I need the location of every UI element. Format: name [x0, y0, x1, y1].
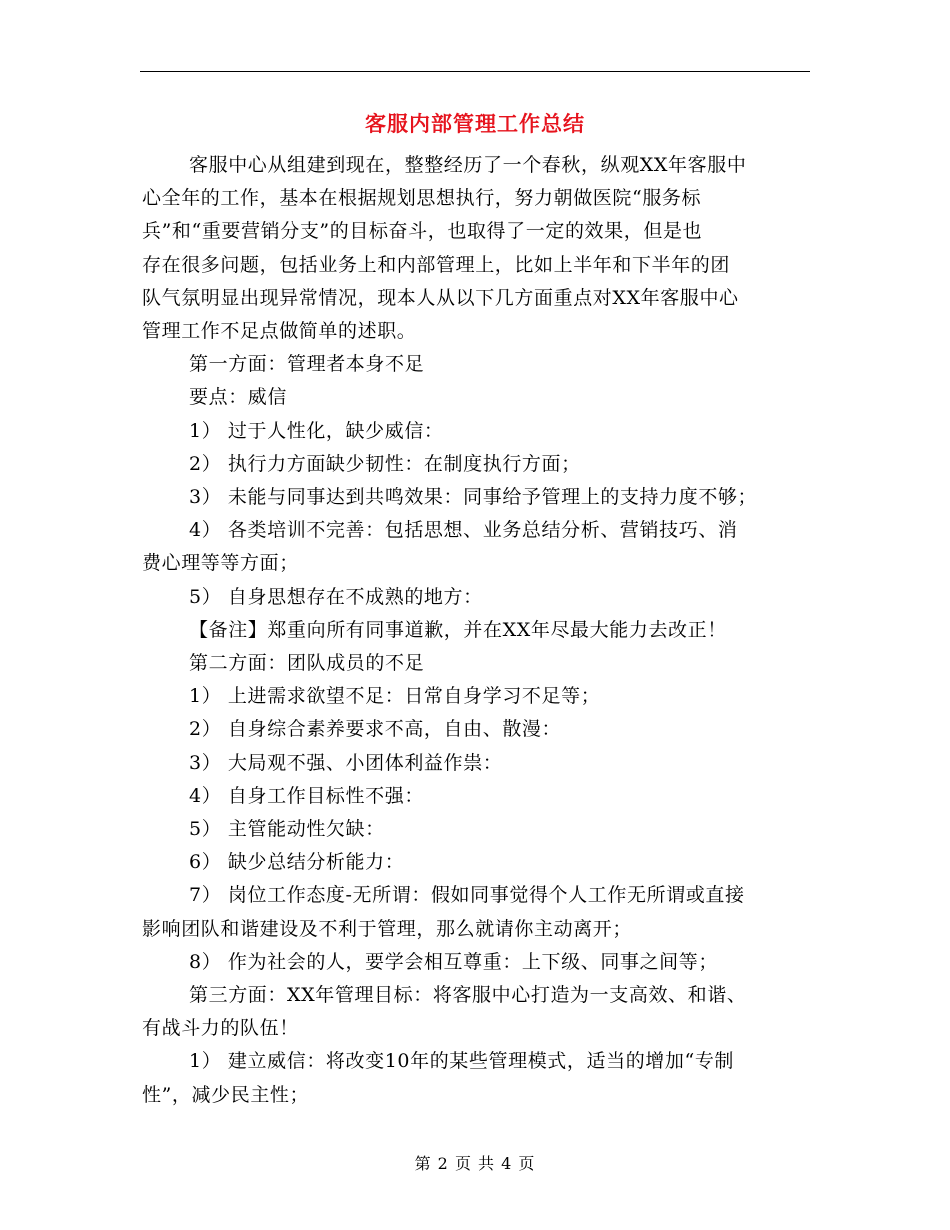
- text-line: 第二方面：团队成员的不足: [189, 652, 425, 675]
- text-line: 有战斗力的队伍！: [142, 1017, 299, 1040]
- text-line: 2） 自身综合素养要求不高，自由、散漫：: [189, 718, 562, 741]
- text-line: 影响团队和谐建设及不利于管理，那么就请你主动离开；: [142, 917, 633, 940]
- text-line: 7） 岗位工作态度-无所谓：假如同事觉得个人工作无所谓或直接: [189, 884, 745, 907]
- text-line: 【备注】郑重向所有同事道歉，并在XX年尽最大能力去改正！: [189, 618, 727, 641]
- text-line: 5） 自身思想存在不成熟的地方：: [189, 585, 483, 608]
- text-line: 心全年的工作，基本在根据规划思想执行，努力朝做医院“服务标: [142, 187, 702, 210]
- text-line: 管理工作不足点做简单的述职。: [142, 320, 417, 343]
- text-line: 存在很多问题，包括业务上和内部管理上，比如上半年和下半年的团: [142, 253, 731, 276]
- text-line: 队气氛明显出现异常情况，现本人从以下几方面重点对XX年客服中心: [142, 286, 739, 309]
- text-line: 要点：威信: [189, 386, 288, 409]
- text-line: 1） 上进需求欲望不足：日常自身学习不足等；: [189, 685, 601, 708]
- text-line: 3） 大局观不强、小团体利益作祟：: [189, 751, 503, 774]
- text-line: 1） 建立威信：将改变10年的某些管理模式，适当的增加“专制: [189, 1050, 735, 1073]
- text-line: 3） 未能与同事达到共鸣效果：同事给予管理上的支持力度不够；: [189, 486, 758, 509]
- document-body: [142, 149, 810, 1112]
- text-line: 兵”和“重要营销分支”的目标奋斗，也取得了一定的效果，但是也: [142, 220, 703, 243]
- text-line: 8） 作为社会的人，要学会相互尊重：上下级、同事之间等；: [189, 950, 718, 973]
- text-line: 第一方面：管理者本身不足: [189, 353, 425, 376]
- text-line: 5） 主管能动性欠缺：: [189, 818, 385, 841]
- text-line: 2） 执行力方面缺少韧性：在制度执行方面；: [189, 452, 581, 475]
- text-line: 客服中心从组建到现在，整整经历了一个春秋，纵观XX年客服中: [189, 154, 747, 176]
- text-line: 6） 缺少总结分析能力：: [189, 851, 405, 874]
- header-rule: [140, 71, 810, 72]
- text-line: 1） 过于人性化，缺少威信：: [189, 419, 444, 442]
- document-title: 客服内部管理工作总结: [365, 111, 585, 136]
- text-line: 4） 自身工作目标性不强：: [189, 784, 424, 807]
- text-line: 第三方面：XX年管理目标：将客服中心打造为一支高效、和谐、: [189, 984, 747, 1007]
- page-footer: 第 2 页 共 4 页: [414, 1154, 536, 1173]
- text-line: 4） 各类培训不完善：包括思想、业务总结分析、营销技巧、消: [189, 519, 738, 542]
- text-line: 费心理等等方面；: [142, 552, 299, 575]
- text-line: 性”，减少民主性；: [142, 1083, 310, 1106]
